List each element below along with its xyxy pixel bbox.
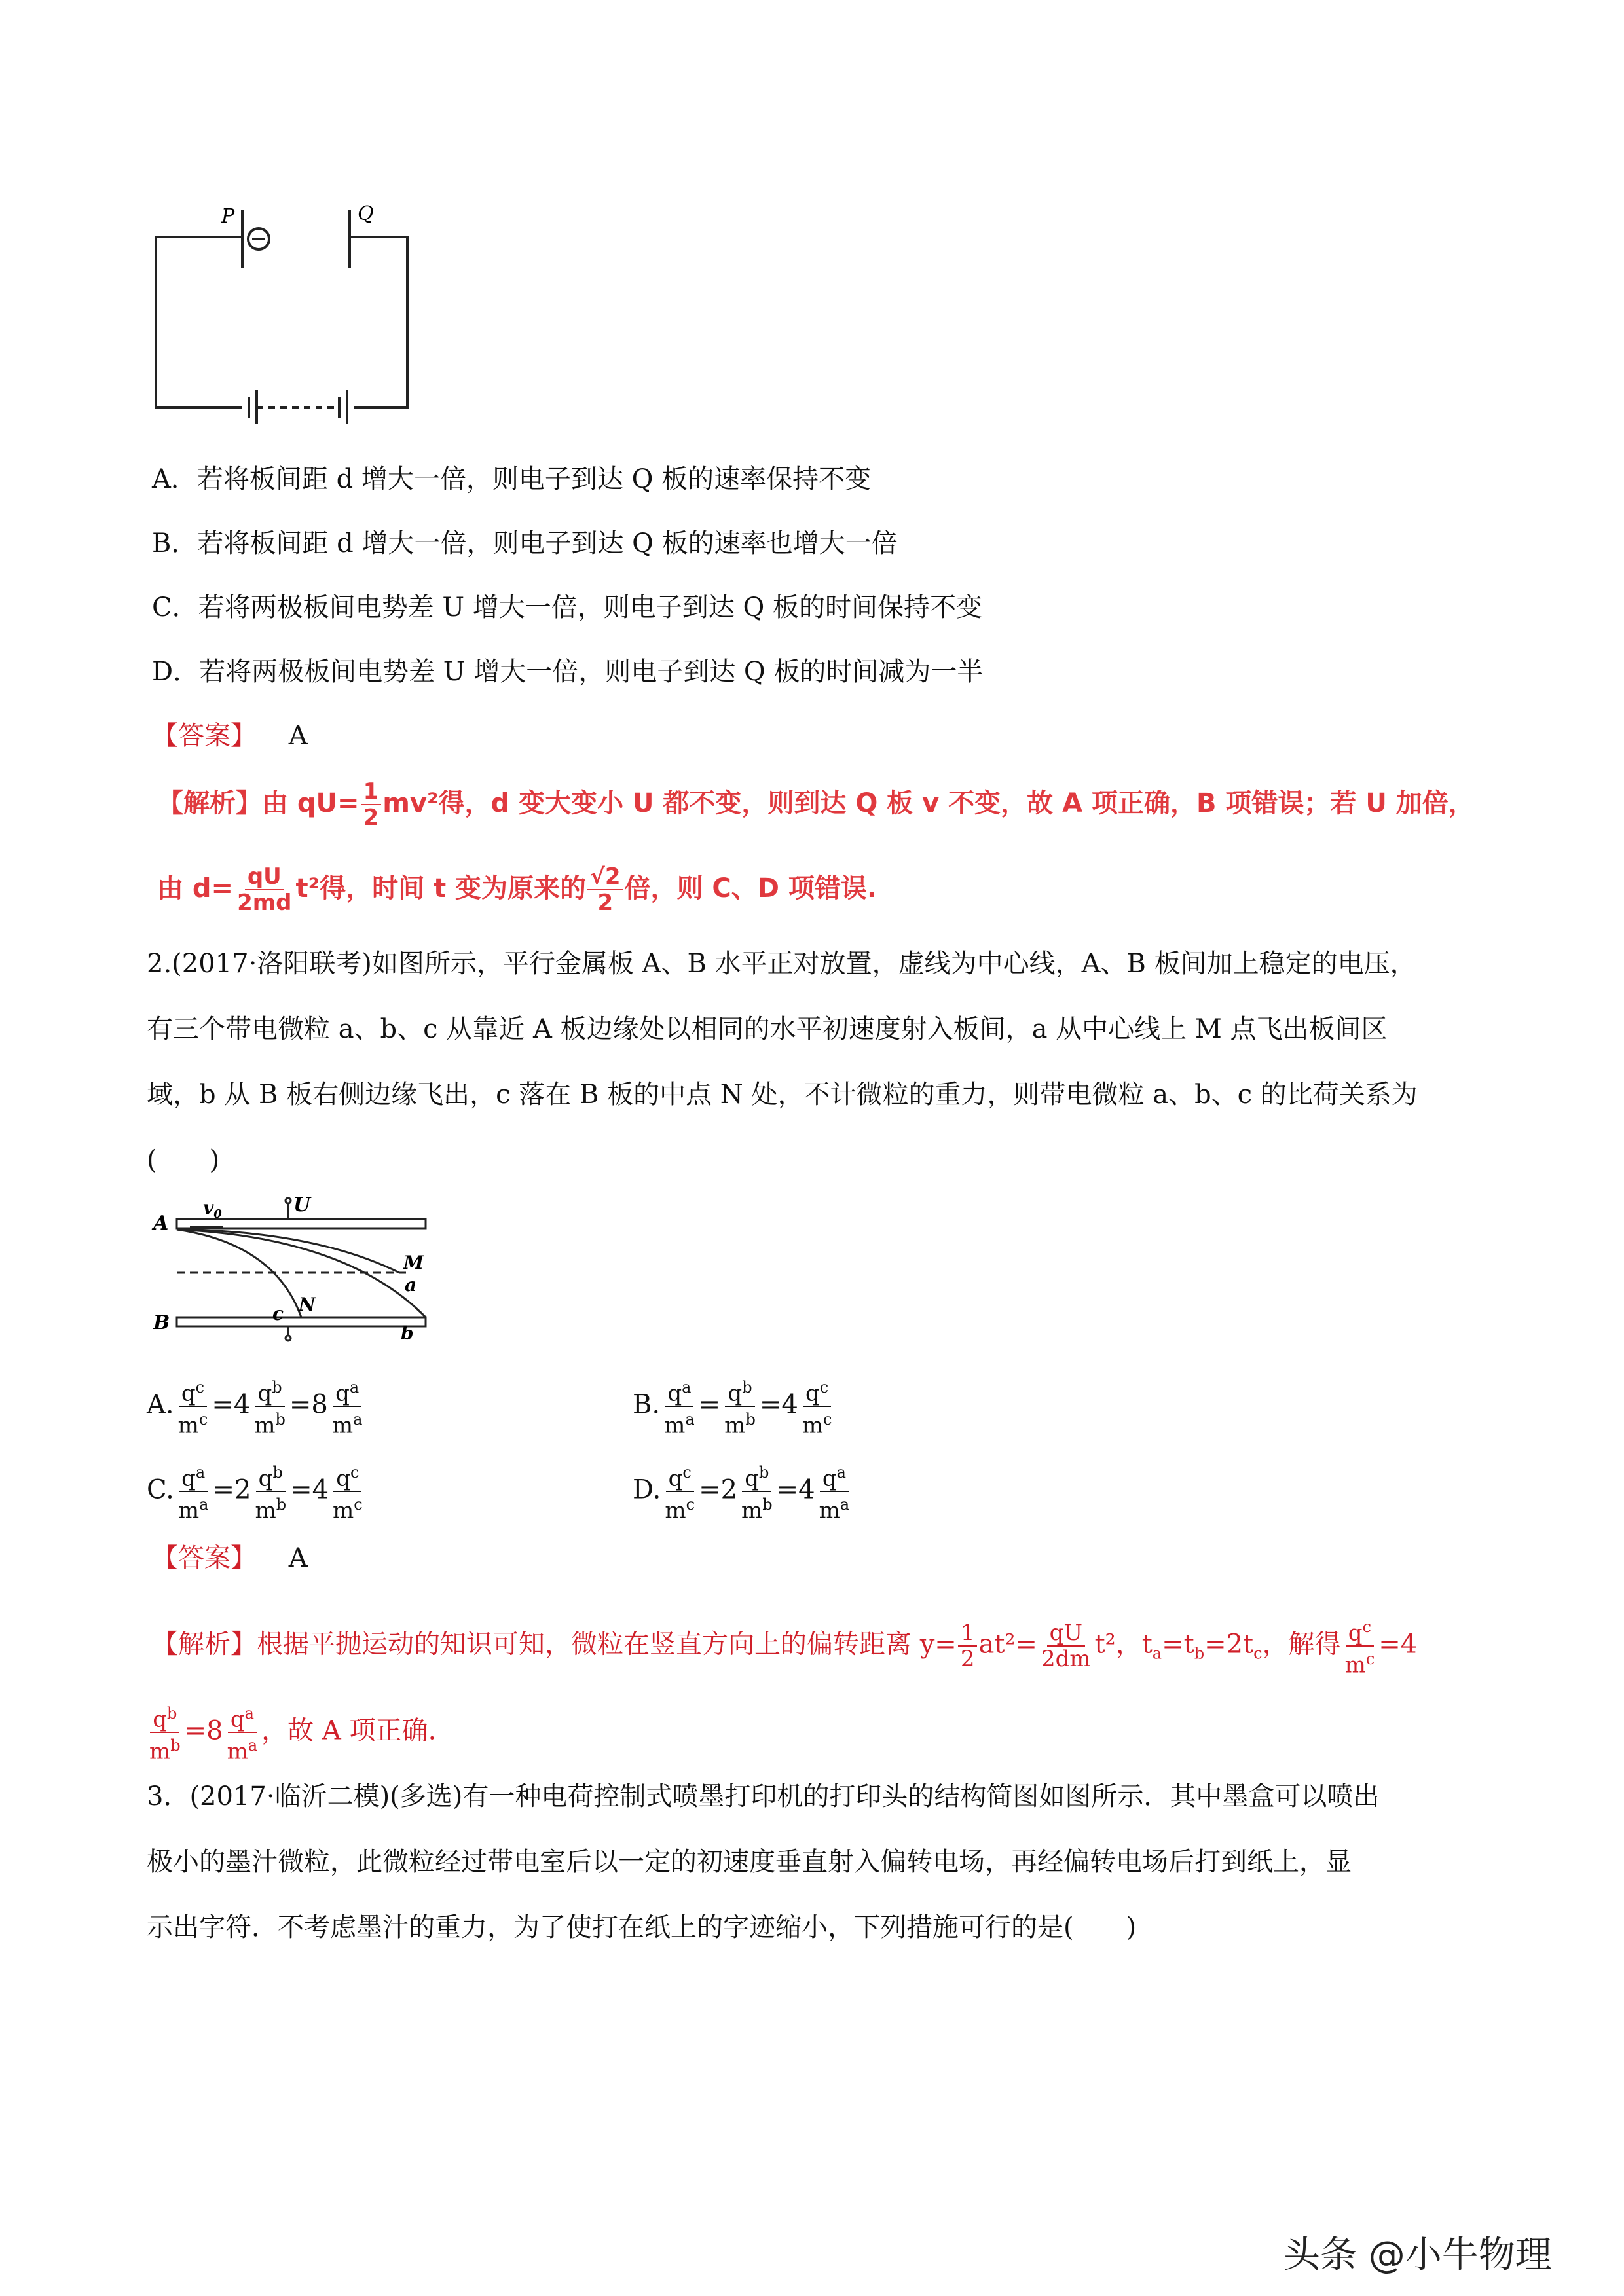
- analysis-text: t²得，时间 t 变为原来的: [295, 873, 587, 903]
- option-label: B.: [633, 1389, 661, 1420]
- sup: c: [819, 1378, 829, 1396]
- m: m: [1344, 1652, 1366, 1679]
- m: m: [149, 1738, 171, 1765]
- m: m: [819, 1497, 840, 1524]
- q: q: [667, 1380, 682, 1407]
- coef: 4: [312, 1474, 329, 1505]
- sup: c: [1362, 1618, 1372, 1636]
- frac-num: qU: [1047, 1620, 1085, 1647]
- q: q: [181, 1380, 196, 1407]
- q: q: [1348, 1620, 1363, 1647]
- q: q: [822, 1465, 837, 1492]
- plate-a-label: A: [153, 1212, 169, 1235]
- sup: a: [840, 1495, 850, 1514]
- frac-den: 2md: [237, 890, 292, 916]
- sub: a: [1152, 1644, 1162, 1663]
- answer-label: 【答案】: [152, 721, 257, 751]
- frac-num: qU: [245, 864, 284, 890]
- analysis-text: 由 d=: [157, 873, 234, 903]
- q2-stem-line4: ( ): [147, 1145, 220, 1175]
- sup: c: [354, 1495, 363, 1514]
- coef: 4: [233, 1389, 251, 1420]
- coef: 4: [798, 1474, 815, 1505]
- m: m: [254, 1412, 276, 1439]
- m: m: [255, 1497, 276, 1524]
- eq: =: [698, 1389, 721, 1420]
- q: q: [745, 1465, 760, 1492]
- particle-a-label: a: [405, 1274, 417, 1296]
- sup: c: [1365, 1650, 1375, 1669]
- eq: =: [289, 1389, 312, 1420]
- m: m: [331, 1412, 354, 1439]
- sup: a: [349, 1378, 360, 1396]
- sub: b: [1194, 1644, 1205, 1663]
- sup: b: [167, 1704, 177, 1722]
- frac-num: √2: [587, 864, 623, 890]
- m: m: [664, 1412, 686, 1439]
- analysis-text: 由 qU=: [262, 788, 360, 818]
- q: q: [335, 1380, 350, 1407]
- particle-c-label: c: [272, 1303, 284, 1324]
- plates-diagram: [144, 1192, 445, 1349]
- option-label: A.: [147, 1389, 174, 1420]
- analysis-text: =t: [1162, 1629, 1194, 1660]
- q: q: [728, 1380, 743, 1407]
- q2-stem-line1: 2.(2017·洛阳联考)如图所示，平行金属板 A、B 水平正对放置，虚线为中心线，A、B 板间加上稳定的电压，: [147, 949, 1416, 979]
- q: q: [153, 1706, 167, 1733]
- m: m: [724, 1412, 746, 1439]
- analysis-label: 【解析】: [157, 788, 262, 818]
- q: q: [258, 1465, 273, 1492]
- v0-sub: 0: [213, 1207, 222, 1221]
- analysis-text: 根据平抛运动的知识可知，微粒在竖直方向上的偏转距离 y=: [257, 1629, 957, 1660]
- frac-den: 2dm: [1041, 1646, 1091, 1673]
- q2-option-c: [147, 1460, 367, 1523]
- m-label: M: [403, 1252, 424, 1273]
- coef: 8: [311, 1389, 328, 1420]
- q1-analysis-line1: [157, 779, 1475, 830]
- coef: 4: [781, 1389, 798, 1420]
- analysis-text: at²=: [978, 1629, 1037, 1660]
- q2-analysis-line1: [152, 1614, 1417, 1678]
- n-label: N: [299, 1294, 316, 1315]
- m: m: [741, 1497, 763, 1524]
- plate-q-label: Q: [358, 202, 374, 225]
- analysis-text: ，故 A 项正确.: [261, 1715, 437, 1746]
- q2-option-d: [633, 1460, 853, 1523]
- q1-option-b: B．若将板间距 d 增大一倍，则电子到达 Q 板的速率也增大一倍: [152, 528, 898, 558]
- u-label: U: [293, 1194, 311, 1216]
- sup: b: [759, 1463, 769, 1482]
- sup: c: [195, 1378, 205, 1396]
- frac-num: 1: [958, 1620, 978, 1647]
- q: q: [336, 1465, 351, 1492]
- eq: =: [699, 1474, 721, 1505]
- eq: =: [212, 1389, 234, 1420]
- eq: =: [759, 1389, 782, 1420]
- frac-den: 2: [960, 1646, 975, 1673]
- q2-option-a: [147, 1375, 366, 1438]
- answer-value: A: [288, 721, 308, 751]
- sup: b: [745, 1410, 756, 1429]
- q: q: [668, 1465, 683, 1492]
- q2-option-b: [633, 1375, 836, 1438]
- q2-analysis-line2: [145, 1701, 436, 1764]
- q2-stem-line3: 域，b 从 B 板右侧边缘飞出，c 落在 B 板的中点 N 处，不计微粒的重力，则带电微粒 a、b、c 的比荷关系为: [147, 1080, 1418, 1110]
- q1-option-a: A．若将板间距 d 增大一倍，则电子到达 Q 板的速率保持不变: [152, 464, 872, 494]
- sup: b: [276, 1495, 287, 1514]
- q1-analysis-line2: [157, 864, 877, 915]
- sup: c: [823, 1410, 832, 1429]
- option-label: D.: [633, 1474, 661, 1505]
- q: q: [257, 1380, 272, 1407]
- sup: a: [244, 1704, 254, 1722]
- plate-b-label: B: [153, 1311, 170, 1334]
- answer-value: A: [288, 1543, 308, 1573]
- m: m: [665, 1497, 686, 1524]
- q2-answer: [152, 1542, 308, 1574]
- frac-num: 1: [361, 779, 382, 805]
- v0-label: [203, 1197, 222, 1221]
- analysis-text: =2t: [1204, 1629, 1254, 1660]
- analysis-text: =8: [184, 1715, 223, 1746]
- analysis-text: 倍，则 C、D 项错误.: [624, 873, 877, 903]
- sup: a: [248, 1736, 258, 1755]
- analysis-text: t²，t: [1094, 1629, 1153, 1660]
- sup: a: [353, 1410, 363, 1429]
- eq: =: [290, 1474, 312, 1505]
- sup: a: [195, 1463, 206, 1482]
- sup: b: [762, 1495, 773, 1514]
- analysis-label: 【解析】: [152, 1629, 257, 1660]
- q1-answer: [152, 720, 308, 752]
- sup: c: [350, 1463, 360, 1482]
- q2-stem-line2: 有三个带电微粒 a、b、c 从靠近 A 板边缘处以相同的水平初速度射入板间，a 从中心线上 M 点飞出板间区: [147, 1014, 1388, 1044]
- analysis-text: =4: [1378, 1629, 1418, 1660]
- analysis-text: ，解得: [1262, 1629, 1341, 1660]
- circuit-diagram: [144, 196, 419, 432]
- frac-den: 2: [363, 805, 379, 831]
- sup: a: [199, 1495, 209, 1514]
- sup: a: [682, 1378, 692, 1396]
- coef: 2: [234, 1474, 251, 1505]
- m: m: [802, 1412, 824, 1439]
- eq: =: [776, 1474, 799, 1505]
- v0-main: v: [203, 1197, 214, 1218]
- q3-stem-line2: 极小的墨汁微粒，此微粒经过带电室后以一定的初速度垂直射入偏转电场，再经偏转电场后打到纸上，显: [147, 1847, 1352, 1877]
- sup: b: [275, 1410, 286, 1429]
- particle-b-label: b: [401, 1322, 414, 1344]
- sup: a: [685, 1410, 695, 1429]
- coef: 2: [720, 1474, 738, 1505]
- sup: a: [836, 1463, 846, 1482]
- m: m: [227, 1738, 248, 1765]
- sup: c: [682, 1463, 692, 1482]
- sup: c: [686, 1495, 695, 1514]
- m: m: [177, 1412, 199, 1439]
- sup: c: [198, 1410, 208, 1429]
- plate-p-label: P: [221, 205, 235, 228]
- q3-stem-line3: 示出字符．不考虑墨汁的重力，为了使打在纸上的字迹缩小，下列措施可行的是( ): [147, 1912, 1137, 1942]
- option-label: C.: [147, 1474, 174, 1505]
- q1-option-c: C．若将两极板间电势差 U 增大一倍，则电子到达 Q 板的时间保持不变: [152, 592, 982, 623]
- m: m: [333, 1497, 354, 1524]
- answer-label: 【答案】: [152, 1543, 257, 1573]
- footer-watermark: 头条 @小牛物理: [1283, 2234, 1552, 2276]
- m: m: [177, 1497, 200, 1524]
- frac-den: 2: [597, 890, 614, 916]
- q: q: [230, 1706, 245, 1733]
- sup: b: [272, 1463, 283, 1482]
- sub: c: [1253, 1644, 1263, 1663]
- eq: =: [212, 1474, 234, 1505]
- q: q: [181, 1465, 196, 1492]
- sup: b: [170, 1736, 181, 1755]
- analysis-text: mv²得，d 变大变小 U 都不变，则到达 Q 板 v 不变，故 A 项正确，B 项错误；若 U 加倍，: [382, 788, 1475, 818]
- q: q: [805, 1380, 820, 1407]
- q3-stem-line1: 3．(2017·临沂二模)(多选)有一种电荷控制式喷墨打印机的打印头的结构简图如图所示．其中墨盒可以喷出: [147, 1781, 1380, 1812]
- sup: b: [742, 1378, 752, 1396]
- q1-option-d: D．若将两极板间电势差 U 增大一倍，则电子到达 Q 板的时间减为一半: [152, 657, 984, 687]
- sup: b: [272, 1378, 282, 1396]
